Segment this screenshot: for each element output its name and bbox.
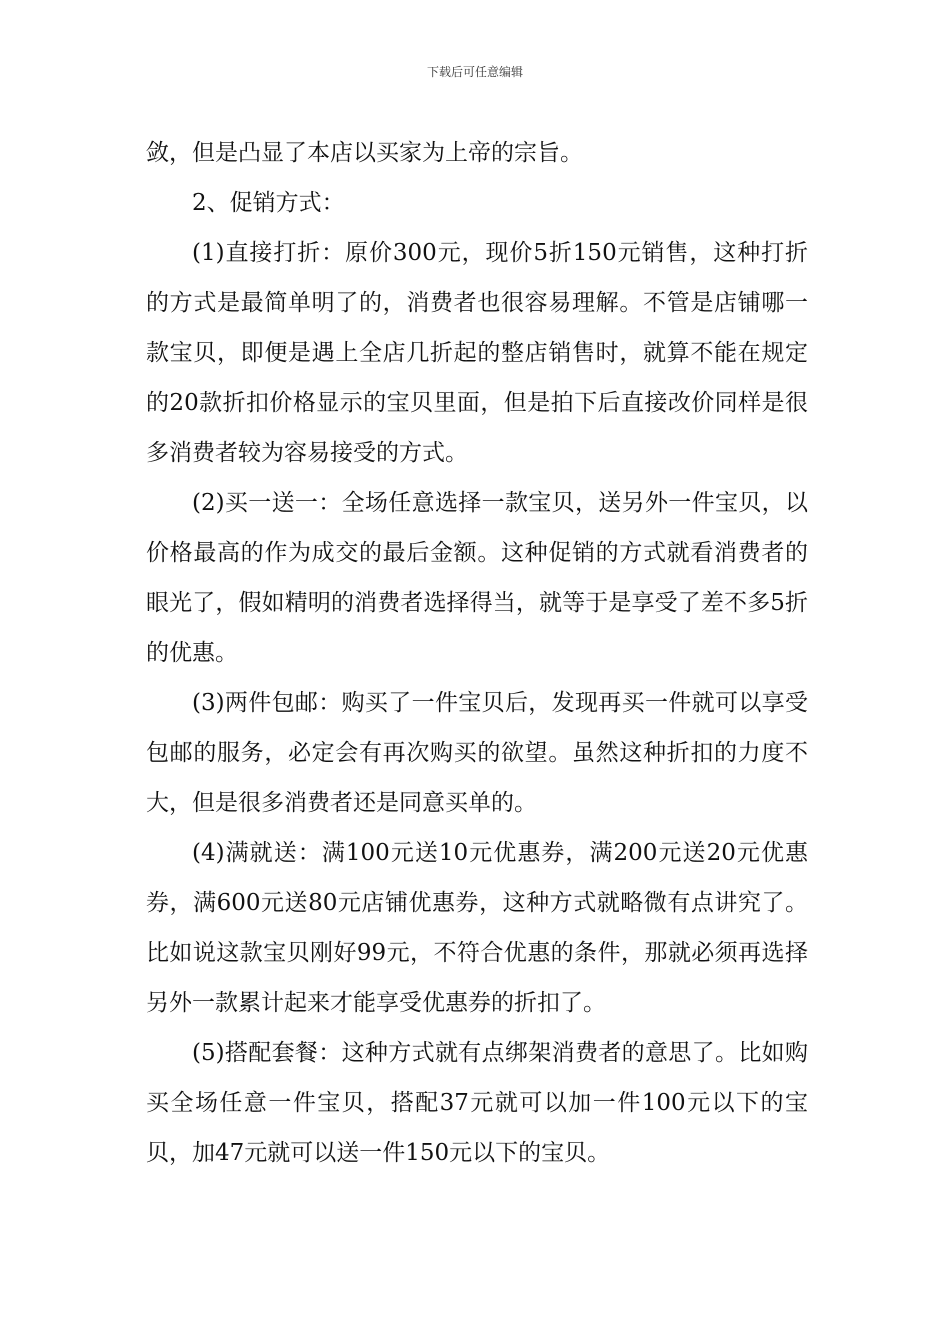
paragraph-two-items-free-shipping: (3)两件包邮：购买了一件宝贝后，发现再买一件就可以享受包邮的服务，必定会有再次购买的欲望。虽然这种折扣的力度不大，但是很多消费者还是同意买单的。 bbox=[146, 690, 808, 816]
page-header-note: 下载后可任意编辑 bbox=[426, 65, 523, 79]
paragraph-bundle-package: (5)搭配套餐：这种方式就有点绑架消费者的意思了。比如购买全场任意一件宝贝，搭配37元就可以加一件100元以下的宝贝，加47元就可以送一件150元以下的宝贝。 bbox=[146, 1040, 808, 1166]
section-heading-promotion-methods: 2、促销方式： bbox=[192, 190, 345, 216]
paragraph-buy-one-get-one: (2)买一送一：全场任意选择一款宝贝，送另外一件宝贝，以价格最高的作为成交的最后金额。这种促销的方式就看消费者的眼光了，假如精明的消费者选择得当，就等于是享受了差不多5折的优惠。 bbox=[146, 490, 808, 666]
paragraph-direct-discount: (1)直接打折：原价300元，现价5折150元销售，这种打折的方式是最简单明了的，消费者也很容易理解。不管是店铺哪一款宝贝，即便是遇上全店几折起的整店销售时，就算不能在规定的20款折扣价格显示的宝贝里面，但是拍下后直接改价同样是很多消费者较为容易接受的方式。 bbox=[146, 240, 808, 466]
document-body bbox=[146, 128, 808, 1178]
paragraph-continuation: 敛，但是凸显了本店以买家为上帝的宗旨。 bbox=[146, 140, 583, 166]
paragraph-spend-and-get: (4)满就送：满100元送10元优惠券，满200元送20元优惠券，满600元送80元店铺优惠券，这种方式就略微有点讲究了。比如说这款宝贝刚好99元，不符合优惠的条件，那就必须再选择另外一款累计起来才能享受优惠券的折扣了。 bbox=[146, 840, 808, 1016]
